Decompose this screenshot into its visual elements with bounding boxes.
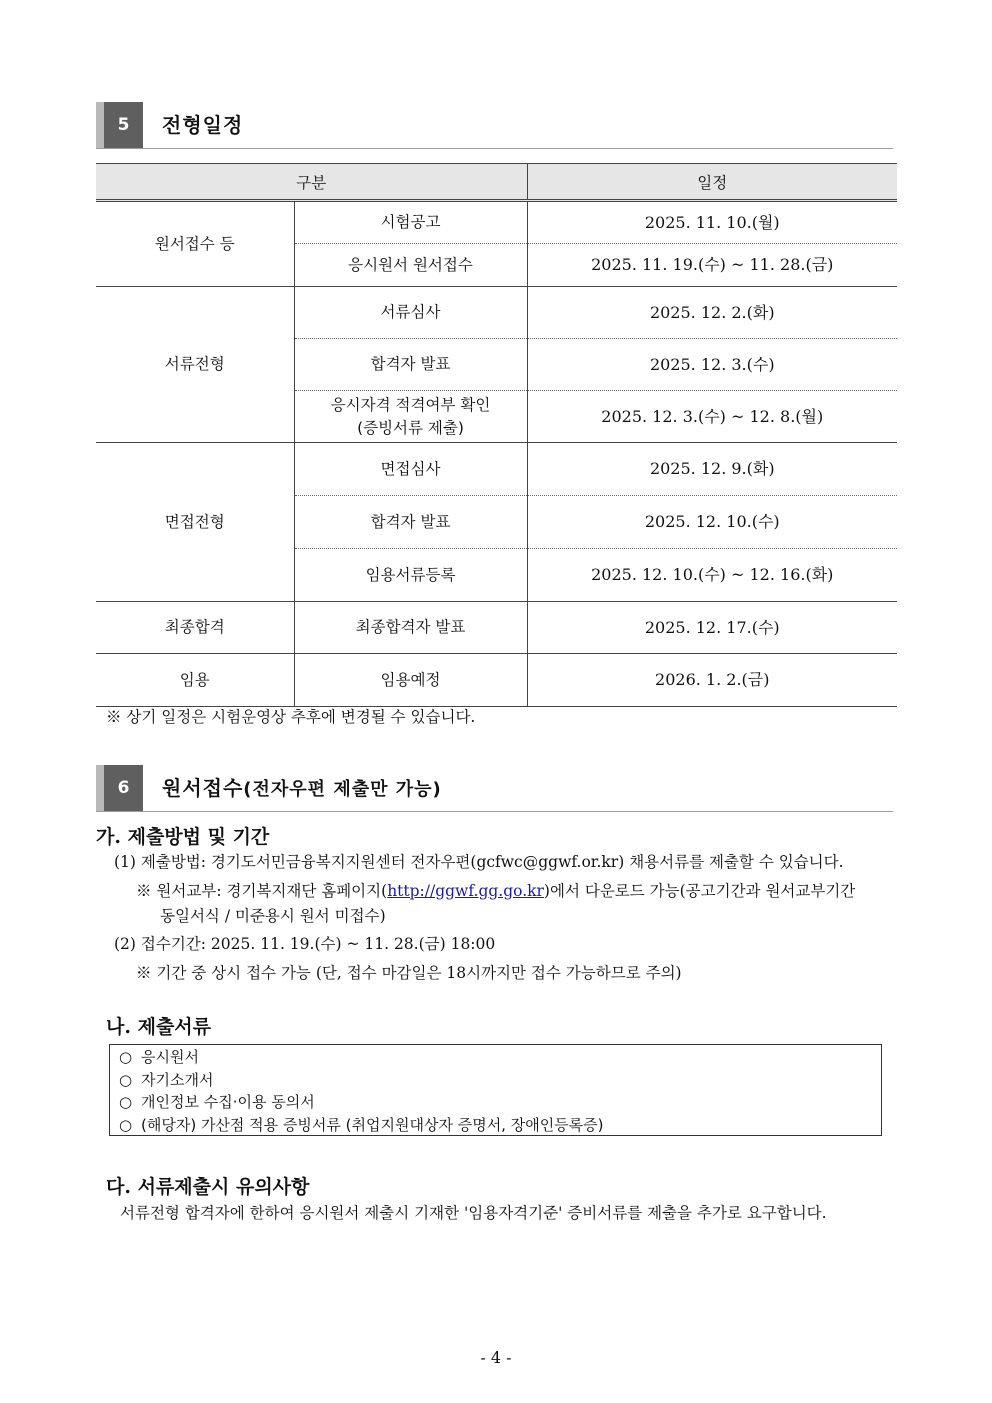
group-name: 최종합격: [96, 602, 294, 654]
notice-text: 서류전형 합격자에 한하여 응시원서 제출시 기재한 '임용자격기준' 증비서류를 제출을 추가로 요구합니다.: [120, 1204, 827, 1222]
schedule-item-line2: (증빙서류 제출): [357, 418, 464, 437]
circle-icon: ○: [119, 1115, 133, 1134]
schedule-item: 최종합격자 발표: [294, 602, 527, 654]
circle-icon: ○: [119, 1093, 133, 1111]
document-name: 응시원서: [141, 1048, 199, 1066]
table-row: [96, 443, 897, 496]
table-row: [96, 201, 897, 244]
schedule-date: 2025. 11. 19.(수) ~ 11. 28.(금): [527, 244, 897, 287]
section-number: 6: [96, 765, 143, 811]
table-row: [96, 287, 897, 339]
schedule-item: 임용서류등록: [294, 549, 527, 602]
page-number: - 4 -: [480, 1348, 512, 1367]
list-item: [119, 1114, 872, 1137]
table-row: [96, 602, 897, 654]
group-name: 임용: [96, 654, 294, 707]
group-name: 서류전형: [96, 287, 294, 443]
schedule-item: [294, 391, 527, 443]
homepage-link[interactable]: http://ggwf.gg.go.kr: [387, 882, 544, 900]
circle-icon: ○: [119, 1048, 133, 1066]
schedule-date: 2025. 12. 17.(수): [527, 602, 897, 654]
note-suffix: )에서 다운로드 가능(공고기간과 원서교부기간: [543, 882, 856, 900]
schedule-date: 2025. 12. 10.(수) ~ 12. 16.(화): [527, 549, 897, 602]
group-name: 면접전형: [96, 443, 294, 602]
section-title-sub: (전자우편 제출만 가능): [243, 779, 442, 800]
subheading-a: 가. 제출방법 및 기간: [96, 826, 270, 848]
subheading-c: 다. 서류제출시 유의사항: [106, 1176, 310, 1198]
schedule-date: 2025. 12. 10.(수): [527, 496, 897, 549]
application-note: [136, 879, 855, 901]
schedule-item: 시험공고: [294, 201, 527, 244]
note-prefix: ※ 원서교부: 경기복지재단 홈페이지(: [136, 882, 388, 900]
section-title: [162, 765, 442, 811]
schedule-date: 2026. 1. 2.(금): [527, 654, 897, 707]
submission-method: (1) 제출방법: 경기도서민금융복지지원센터 전자우편(gcfwc@ggwf.or.kr) 채용서류를 제출할 수 있습니다.: [114, 853, 844, 871]
table-header-row: [96, 164, 897, 201]
section-number: 5: [96, 102, 143, 148]
schedule-note: ※ 상기 일정은 시험운영상 추후에 변경될 수 있습니다.: [106, 708, 476, 726]
table-row: [96, 654, 897, 707]
section-title-main: 원서접수: [162, 776, 244, 800]
schedule-date: 2025. 12. 2.(화): [527, 287, 897, 339]
schedule-item: 면접심사: [294, 443, 527, 496]
document-name: 개인정보 수집·이용 동의서: [141, 1093, 315, 1111]
section-5-header: [96, 102, 893, 149]
list-item: [119, 1046, 872, 1069]
schedule-item-line1: 응시자격 적격여부 확인: [330, 396, 491, 415]
schedule-item: 임용예정: [294, 654, 527, 707]
schedule-item: 응시원서 원서접수: [294, 244, 527, 287]
header-schedule: 일정: [527, 164, 897, 201]
list-item: [119, 1069, 872, 1092]
application-note-cont: 동일서식 / 미준용시 원서 미접수): [160, 907, 386, 925]
group-name: 원서접수 등: [96, 201, 294, 287]
circle-icon: ○: [119, 1070, 133, 1089]
document-name: 자기소개서: [141, 1070, 214, 1089]
section-6-header: [96, 765, 893, 812]
schedule-item: 합격자 발표: [294, 339, 527, 391]
schedule-date: 2025. 12. 9.(화): [527, 443, 897, 496]
schedule-date: 2025. 12. 3.(수): [527, 339, 897, 391]
document-name: (해당자) 가산점 적용 증빙서류 (취업지원대상자 증명서, 장애인등록증): [141, 1115, 604, 1134]
schedule-table: [96, 163, 897, 707]
subheading-b: 나. 제출서류: [106, 1016, 211, 1038]
schedule-date: 2025. 11. 10.(월): [644, 212, 780, 232]
schedule-item: 합격자 발표: [294, 496, 527, 549]
schedule-date: 2025. 12. 3.(수) ~ 12. 8.(월): [527, 391, 897, 443]
documents-box: [109, 1044, 882, 1136]
header-category: 구분: [96, 164, 527, 201]
list-item: [119, 1091, 872, 1114]
schedule-item: 서류심사: [294, 287, 527, 339]
section-title: 전형일정: [162, 113, 244, 137]
period-note: ※ 기간 중 상시 접수 가능 (단, 접수 마감일은 18시까지만 접수 가능하므로 주의): [136, 964, 682, 982]
submission-period: (2) 접수기간: 2025. 11. 19.(수) ~ 11. 28.(금) 18:00: [114, 935, 496, 953]
